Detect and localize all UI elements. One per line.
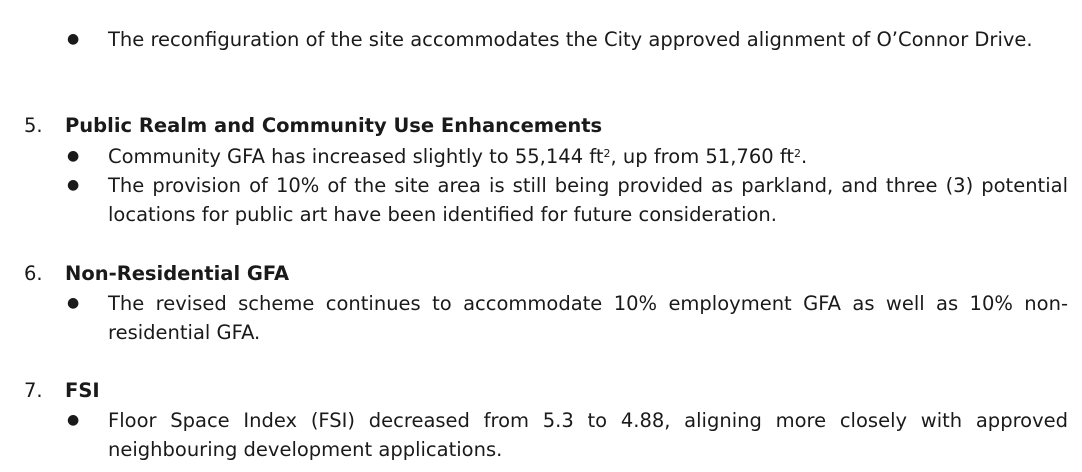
section-heading-6 xyxy=(24,259,289,288)
superscript: 2 xyxy=(603,147,611,160)
section-number: 7. xyxy=(24,379,43,402)
list-item xyxy=(67,25,1068,54)
list-item xyxy=(67,142,1068,171)
bullet-text: The provision of 10% of the site area is still being provided as parkland, and three (3) potential locations for public art have been identified for future consideration. xyxy=(108,174,1068,226)
list-item xyxy=(67,171,1068,229)
bullet-text: The reconfiguration of the site accommodates the City approved alignment of O’Connor Drive. xyxy=(108,28,1033,51)
section-title: FSI xyxy=(65,379,100,402)
bullet-icon: ● xyxy=(67,31,80,47)
section-title: Public Realm and Community Use Enhancements xyxy=(65,114,603,137)
section-heading-7 xyxy=(24,376,100,405)
bullet-icon: ● xyxy=(67,412,80,428)
section-heading-5 xyxy=(24,111,602,140)
section-number: 5. xyxy=(24,114,43,137)
bullet-icon: ● xyxy=(67,295,80,311)
bullet-icon: ● xyxy=(67,148,80,164)
list-item xyxy=(67,406,1068,464)
list-item xyxy=(67,289,1068,347)
bullet-text: Community GFA has increased slightly to 55,144 $ft^2$, up from 51,760 $ft^2$. xyxy=(108,145,808,168)
superscript: 2 xyxy=(794,147,801,160)
section-title: Non-Residential GFA xyxy=(65,262,290,285)
bullet-icon: ● xyxy=(67,177,80,193)
bullet-text: Floor Space Index (FSI) decreased from 5.3 to 4.88, aligning more closely with approved neighbouring development applications. xyxy=(108,409,1068,461)
bullet-text: The revised scheme continues to accommodate 10% employment GFA as well as 10% non-residential GFA. xyxy=(108,292,1068,344)
section-number: 6. xyxy=(24,262,43,285)
